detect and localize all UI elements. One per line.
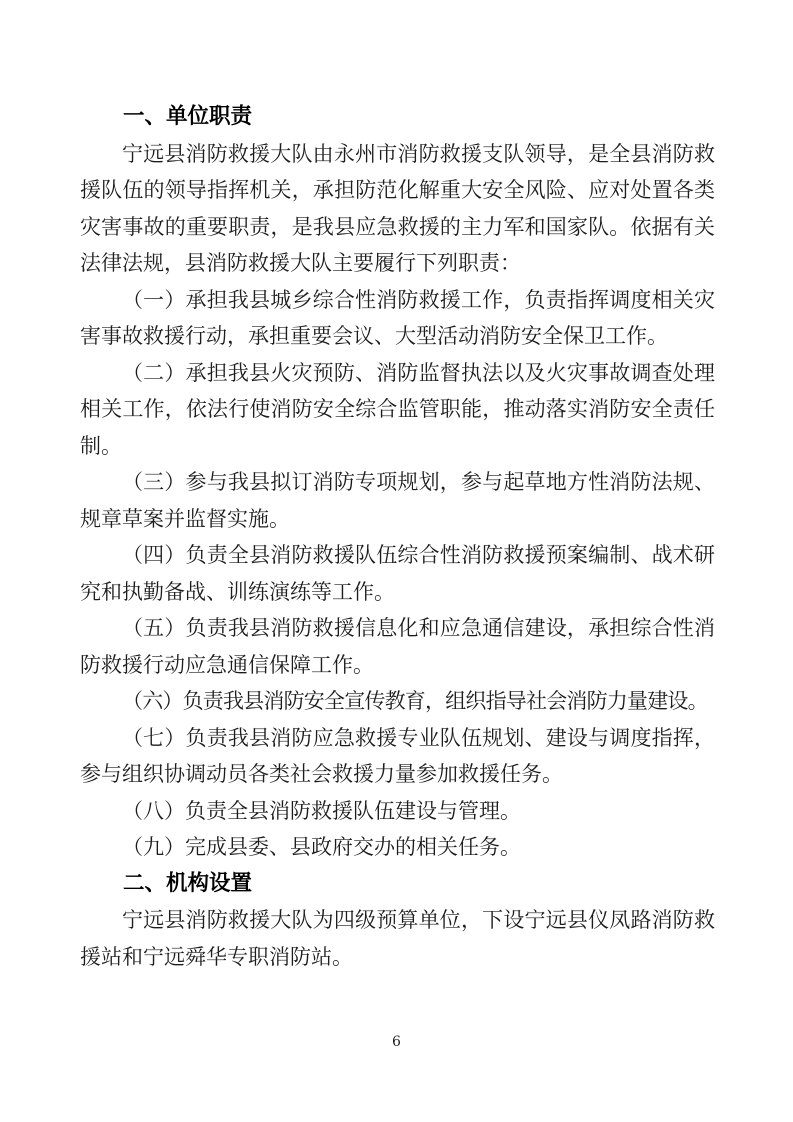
section-1-intro-paragraph: 宁远县消防救援大队由永州市消防救援支队领导，是全县消防救援队伍的领导指挥机关，承担防范化解重大安全风险、应对处置各类灾害事故的重要职责，是我县应急救援的主力军和国家队。依据有关法律法规，县消防救援大队主要履行下列职责： <box>80 141 715 275</box>
page-number: 6 <box>392 1034 401 1050</box>
section-2-heading: 二、机构设置 <box>123 870 253 896</box>
duty-item-3: （三）参与我县拟订消防专项规划，参与起草地方性消防法规、规章草案并监督实施。 <box>80 470 715 531</box>
duty-item-6: （六）负责我县消防安全宣传教育，组织指导社会消防力量建设。 <box>122 689 708 713</box>
duty-item-5: （五）负责我县消防救援信息化和应急通信建设，承担综合性消防救援行动应急通信保障工作。 <box>80 616 715 677</box>
section-1-heading: 一、单位职责 <box>123 104 253 129</box>
duty-item-8: （八）负责全县消防救援队伍建设与管理。 <box>122 798 521 823</box>
duty-item-7: （七）负责我县消防应急救援专业队伍规划、建设与调度指挥，参与组织协调动员各类社会救援力量参加救援任务。 <box>80 725 715 786</box>
document-content <box>80 99 715 975</box>
duty-item-4: （四）负责全县消防救援队伍综合性消防救援预案编制、战术研究和执勤备战、训练演练等工作。 <box>80 543 715 604</box>
duty-item-2: （二）承担我县火灾预防、消防监督执法以及火灾事故调查处理相关工作，依法行使消防安全综合监管职能，推动落实消防安全责任制。 <box>80 360 715 458</box>
duty-item-9: （九）完成县委、县政府交办的相关任务。 <box>122 835 521 859</box>
section-2-body-paragraph: 宁远县消防救援大队为四级预算单位，下设宁远县仪凤路消防救援站和宁远舜华专职消防站。 <box>80 908 715 969</box>
duty-item-1: （一）承担我县城乡综合性消防救援工作，负责指挥调度相关灾害事故救援行动，承担重要会议、大型活动消防安全保卫工作。 <box>80 287 715 348</box>
